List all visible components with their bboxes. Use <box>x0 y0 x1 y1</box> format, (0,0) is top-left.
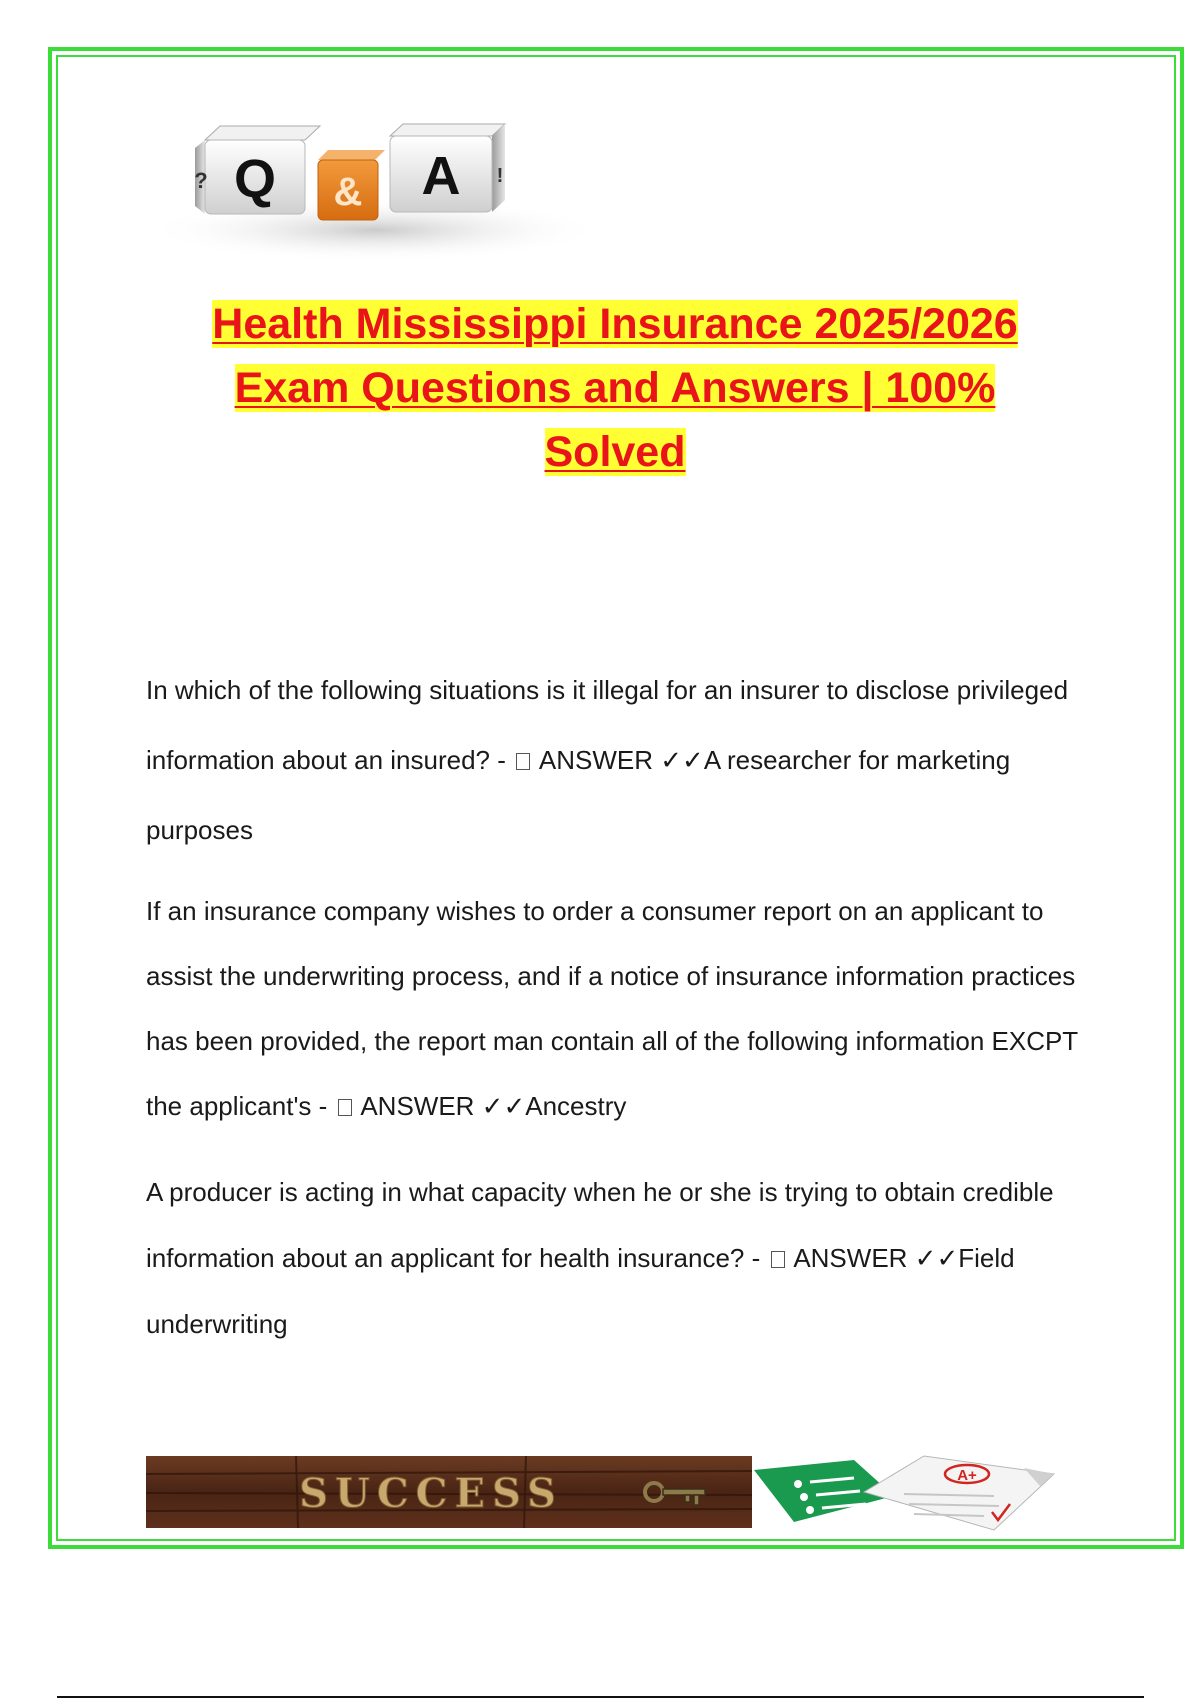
title-line-2: Exam Questions and Answers | 100% <box>234 364 996 412</box>
qa-item <box>146 655 1096 865</box>
answer-prefix: ANSWER ✓✓ <box>793 1243 959 1273</box>
qa-list <box>146 655 1096 1371</box>
success-text: SUCCESS <box>299 1470 563 1517</box>
missing-glyph-icon <box>771 1251 785 1268</box>
missing-glyph-icon <box>516 753 530 770</box>
graded-paper-illustration <box>754 1452 1074 1537</box>
amp-die <box>318 150 385 220</box>
footer-rule <box>57 1696 1144 1698</box>
svg-text:A: A <box>421 146 461 206</box>
q-die <box>194 126 320 214</box>
answer-prefix: ANSWER ✓✓ <box>360 1091 526 1121</box>
qa-dice-logo <box>145 90 595 265</box>
a-die <box>390 124 505 212</box>
document-title <box>120 292 1110 484</box>
missing-glyph-icon <box>338 1099 352 1116</box>
title-line-3: Solved <box>544 428 686 476</box>
question-text: A producer is acting in what capacity when he or she is trying to obtain credible information about an applicant for health insurance? - <box>146 1177 1054 1273</box>
svg-text:&: & <box>333 170 363 214</box>
success-banner <box>146 1456 752 1528</box>
answer-text: Field underwriting <box>146 1243 1015 1339</box>
svg-text:?: ? <box>194 168 208 193</box>
question-text: If an insurance company wishes to order a consumer report on an applicant to assist the underwriting process, and if a notice of insurance information practices has been provided, the report man contain all of the following information EXCPT the applicant's - <box>146 896 1078 1121</box>
answer-text: A researcher for marketing purposes <box>146 745 1011 845</box>
answer-text: Ancestry <box>525 1091 627 1121</box>
grade-text: A+ <box>957 1467 977 1484</box>
svg-text:!: ! <box>496 165 504 187</box>
graded-paper-icon <box>864 1456 1054 1530</box>
question-text: In which of the following situations is it illegal for an insurer to disclose privileged information about an insured? - <box>146 675 1069 775</box>
qa-item <box>146 1159 1096 1357</box>
qa-item <box>146 879 1096 1139</box>
answer-prefix: ANSWER ✓✓ <box>538 745 704 775</box>
title-line-1: Health Mississippi Insurance 2025/2026 <box>212 300 1018 348</box>
svg-text:Q: Q <box>233 149 277 209</box>
